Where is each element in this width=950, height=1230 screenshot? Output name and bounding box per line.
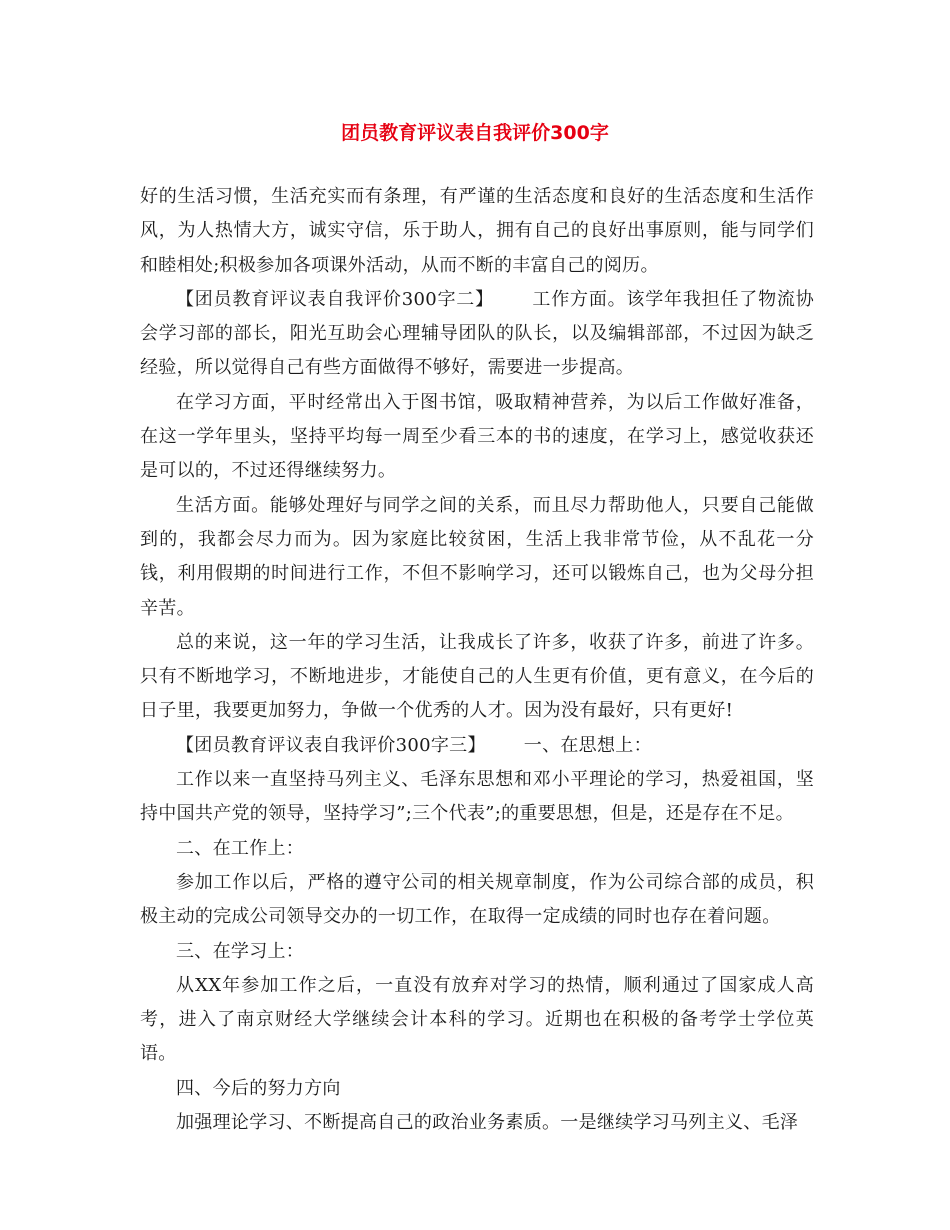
paragraph: 加强理论学习、不断提高自己的政治业务素质。一是继续学习马列主义、毛泽 (176, 1112, 799, 1134)
document-body (140, 180, 814, 1140)
section-heading: 【团员教育评议表自我评价300字三】 (176, 734, 486, 756)
paragraph: 从XX年参加工作之后，一直没有放弃对学习的热情，顺利通过了国家成人高考，进入了南京财经大学继续会计本科的学习。近期也在积极的备考学士学位英语。 (140, 974, 814, 1065)
paragraph: 生活方面。能够处理好与同学之间的关系，而且尽力帮助他人，只要自己能做到的，我都会尽力而为。因为家庭比较贫困，生活上我非常节俭，从不乱花一分钱，利用假期的时间进行工作，不但不影响学习，还可以锻炼自己，也为父母分担辛苦。 (140, 494, 814, 619)
paragraph-text: 工作方面。该学年我担任了物流协会学习部的部长，阳光互助会心理辅导团队的队长，以及编辑部部，不过因为缺乏经验，所以觉得自己有些方面做得不够好，需要进一步提高。 (140, 288, 815, 379)
section-heading: 【团员教育评议表自我评价300字二】 (176, 288, 494, 310)
paragraph: 三、在学习上： (176, 940, 305, 962)
paragraph: 四、今后的努力方向 (176, 1077, 341, 1099)
paragraph (140, 729, 814, 763)
document-title: 团员教育评议表自我评价300字 (341, 122, 609, 144)
paragraph: 在学习方面，平时经常出入于图书馆，吸取精神营养，为以后工作做好准备，在这一学年里头，坚持平均每一周至少看三本的书的速度，在学习上，感觉收获还是可以的，不过还得继续努力。 (140, 391, 814, 482)
paragraph: 二、在工作上： (176, 837, 305, 859)
paragraph-text: 一、在思想上： (523, 734, 652, 756)
paragraph: 好的生活习惯，生活充实而有条理，有严谨的生活态度和良好的生活态度和生活作风，为人热情大方，诚实守信，乐于助人，拥有自己的良好出事原则，能与同学们和睦相处;积极参加各项课外活动，从而不断的丰富自己的阅历。 (140, 186, 814, 276)
paragraph: 参加工作以后，严格的遵守公司的相关规章制度，作为公司综合部的成员，积极主动的完成公司领导交办的一切工作，在取得一定成绩的同时也存在着问题。 (140, 871, 814, 928)
paragraph: 工作以来一直坚持马列主义、毛泽东思想和邓小平理论的学习，热爱祖国，坚持中国共产党的领导，坚持学习”;三个代表”;的重要思想，但是，还是存在不足。 (140, 769, 814, 825)
paragraph (140, 283, 814, 386)
paragraph: 总的来说，这一年的学习生活，让我成长了许多，收获了许多，前进了许多。只有不断地学习，不断地进步，才能使自己的人生更有价值，更有意义，在今后的日子里，我要更加努力，争做一个优秀的人才。因为没有最好，只有更好! (140, 631, 814, 722)
